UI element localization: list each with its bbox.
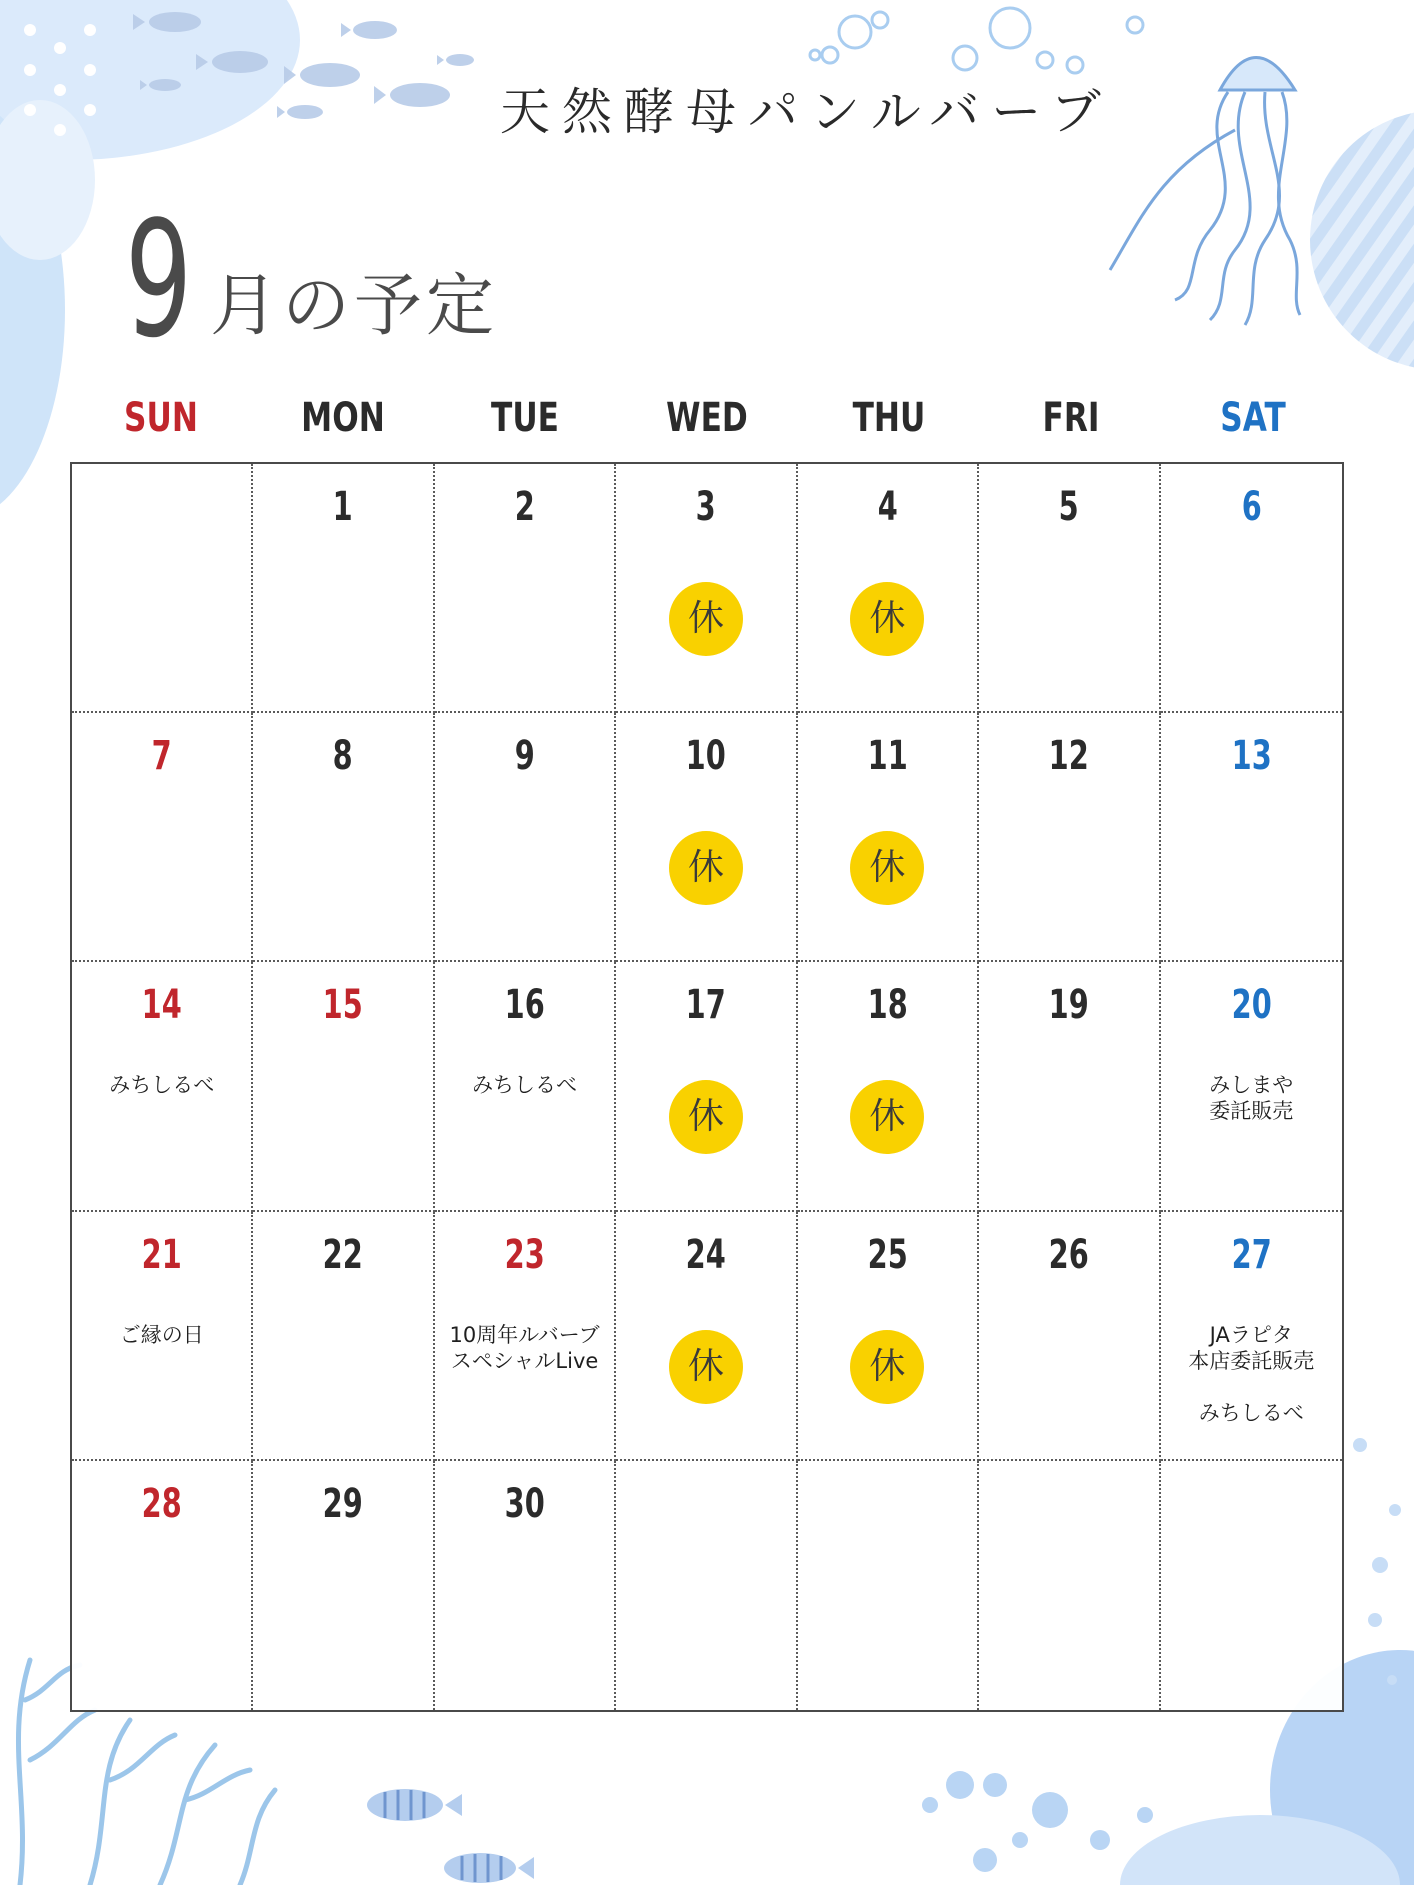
calendar-day-cell <box>253 1212 434 1461</box>
event-line: ご縁の日 <box>119 1322 204 1347</box>
day-number: 13 <box>1231 733 1272 780</box>
day-number: 1 <box>333 484 354 530</box>
day-number: 17 <box>685 982 727 1029</box>
day-number: 16 <box>504 982 545 1029</box>
event-note <box>1161 1072 1342 1124</box>
calendar-grid <box>70 462 1344 1712</box>
calendar-day-cell <box>798 962 979 1211</box>
calendar-day-cell <box>253 464 434 713</box>
closed-badge: 休 <box>669 831 743 905</box>
event-line: 10周年ルバーブ <box>449 1322 600 1347</box>
calendar-day-cell <box>435 1212 616 1461</box>
event-line: JAラピタ <box>1209 1322 1293 1347</box>
day-number: 21 <box>141 1231 182 1278</box>
day-number: 18 <box>867 982 908 1029</box>
day-number: 25 <box>867 1231 908 1278</box>
calendar-day-cell <box>72 464 253 713</box>
day-number: 2 <box>514 484 535 530</box>
calendar-day-cell <box>616 713 797 962</box>
event-line: みちしるべ <box>1198 1400 1304 1425</box>
jellyfish <box>1110 58 1300 326</box>
calendar-day-cell <box>979 713 1160 962</box>
calendar-day-cell <box>435 464 616 713</box>
weekday-header <box>70 390 1344 446</box>
day-number: 6 <box>1241 484 1262 530</box>
calendar-day-cell <box>798 1461 979 1710</box>
month-title: 月の予定 <box>210 267 499 346</box>
calendar-day-cell <box>1161 713 1342 962</box>
day-number: 15 <box>323 982 364 1029</box>
event-line: 委託販売 <box>1209 1099 1294 1124</box>
bubbles-top <box>810 8 1143 73</box>
bubbles-bottom <box>922 1771 1153 1872</box>
closed-badge: 休 <box>850 1080 924 1154</box>
calendar-day-cell <box>979 1461 1160 1710</box>
calendar-day-cell <box>72 713 253 962</box>
event-line: 本店委託販売 <box>1188 1348 1315 1373</box>
day-number: 10 <box>685 733 727 780</box>
day-number: 24 <box>685 1231 727 1278</box>
weekday-mon: MON <box>301 395 385 441</box>
striped-circle <box>1310 110 1414 370</box>
day-number: 9 <box>514 733 535 780</box>
day-number: 26 <box>1048 1231 1089 1278</box>
calendar-day-cell <box>72 962 253 1211</box>
day-number: 22 <box>323 1231 364 1278</box>
calendar-day-cell <box>72 1212 253 1461</box>
calendar-day-cell <box>253 962 434 1211</box>
event-note <box>72 1322 251 1348</box>
day-number: 8 <box>333 733 354 780</box>
event-note <box>72 1072 251 1098</box>
day-number: 19 <box>1048 982 1089 1029</box>
closed-badge: 休 <box>850 582 924 656</box>
calendar-day-cell <box>1161 962 1342 1211</box>
day-number: 5 <box>1058 484 1079 530</box>
calendar-day-cell <box>253 1461 434 1710</box>
calendar-day-cell <box>616 1212 797 1461</box>
weekday-sun: SUN <box>124 395 198 441</box>
weekday-tue: TUE <box>491 395 559 441</box>
event-line: スペシャルLive <box>450 1348 599 1373</box>
day-number: 30 <box>504 1480 545 1527</box>
calendar-day-cell <box>798 713 979 962</box>
calendar-day-cell <box>435 962 616 1211</box>
calendar-day-cell <box>72 1461 253 1710</box>
calendar-day-cell <box>253 713 434 962</box>
day-number: 28 <box>141 1480 182 1527</box>
day-number: 14 <box>141 982 182 1029</box>
calendar-day-cell <box>616 962 797 1211</box>
calendar-day-cell <box>798 464 979 713</box>
month-number: 9 <box>125 186 193 373</box>
calendar-day-cell <box>798 1212 979 1461</box>
event-note <box>435 1322 614 1374</box>
calendar-day-cell <box>616 464 797 713</box>
calendar-day-cell <box>616 1461 797 1710</box>
day-number: 20 <box>1231 982 1272 1029</box>
event-line: みしまや <box>1209 1073 1294 1098</box>
calendar-day-cell <box>1161 464 1342 713</box>
calendar-day-cell <box>1161 1212 1342 1461</box>
closed-badge: 休 <box>669 1080 743 1154</box>
calendar-day-cell <box>979 464 1160 713</box>
closed-badge: 休 <box>669 1330 743 1404</box>
event-line: みちしるべ <box>472 1073 578 1098</box>
calendar-day-cell <box>1161 1461 1342 1710</box>
weekday-sat: SAT <box>1220 395 1286 441</box>
event-line: みちしるべ <box>109 1073 215 1098</box>
day-number: 3 <box>695 484 717 530</box>
day-number: 12 <box>1048 733 1089 780</box>
weekday-wed: WED <box>666 395 748 441</box>
calendar-day-cell <box>435 1461 616 1710</box>
day-number: 27 <box>1231 1231 1272 1278</box>
event-note <box>435 1072 614 1098</box>
dots-right <box>1353 1438 1401 1685</box>
weekday-thu: THU <box>852 395 926 441</box>
calendar-day-cell <box>435 713 616 962</box>
day-number: 4 <box>877 484 898 530</box>
event-note <box>1161 1322 1342 1426</box>
day-number: 23 <box>504 1231 545 1278</box>
day-number: 7 <box>151 733 172 780</box>
weekday-fri: FRI <box>1042 395 1100 441</box>
closed-badge: 休 <box>850 1330 924 1404</box>
day-number: 29 <box>323 1480 364 1527</box>
closed-badge: 休 <box>669 582 743 656</box>
striped-fish <box>367 1789 534 1883</box>
event-line <box>1161 1374 1342 1400</box>
closed-badge: 休 <box>850 831 924 905</box>
shop-name: 天然酵母パンルバーブ <box>500 83 1113 141</box>
calendar-day-cell <box>979 962 1160 1211</box>
day-number: 11 <box>867 733 908 780</box>
calendar-day-cell <box>979 1212 1160 1461</box>
